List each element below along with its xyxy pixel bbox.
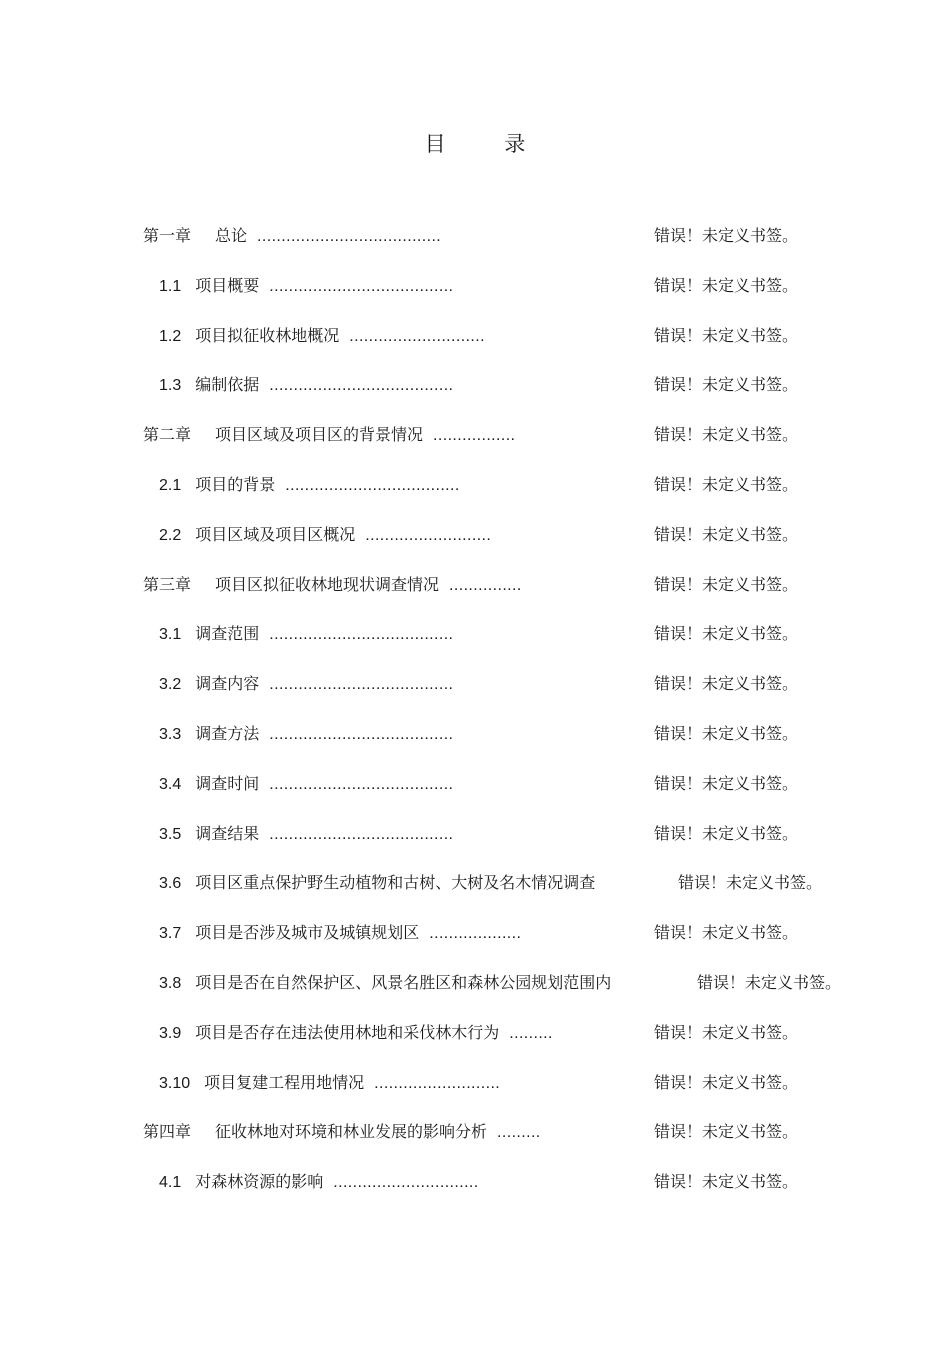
toc-entry-leader: ...................................... xyxy=(269,725,454,743)
toc-entry-heading xyxy=(159,1019,553,1048)
toc-entry-heading xyxy=(143,571,522,600)
toc-entry-section-13[interactable] xyxy=(0,820,950,870)
toc-entry-page-ref: 错误！未定义书签。 xyxy=(654,1122,799,1142)
toc-entry-number: 3.2 xyxy=(159,676,182,694)
toc-entry-chapter-5[interactable] xyxy=(0,421,950,471)
toc-entry-number: 3.6 xyxy=(159,875,182,893)
toc-entry-title: 对森林资源的影响 xyxy=(195,1172,324,1192)
toc-entry-title: 项目的背景 xyxy=(195,474,276,494)
toc-entry-title: 项目区拟征收林地现状调查情况 xyxy=(215,574,440,594)
toc-entry-leader: ......... xyxy=(509,1024,553,1042)
toc-entry-page-ref: 错误！未定义书签。 xyxy=(654,823,799,843)
toc-entry-leader: ............... xyxy=(449,576,522,594)
toc-entry-number: 3.10 xyxy=(159,1074,191,1092)
toc-entry-leader: ...................................... xyxy=(257,228,442,245)
toc-entry-heading xyxy=(159,620,453,649)
toc-entry-title: 项目概要 xyxy=(195,275,260,295)
toc-entry-section-20[interactable] xyxy=(0,1168,950,1218)
toc-entry-title: 项目复建工程用地情况 xyxy=(204,1072,365,1092)
toc-entry-leader: .............................. xyxy=(333,1174,479,1192)
page-title: 目 录 xyxy=(424,132,552,156)
toc-entry-title: 项目是否涉及城市及城镇规划区 xyxy=(195,923,420,943)
toc-entry-heading xyxy=(159,371,453,400)
toc-entry-page-ref: 错误！未定义书签。 xyxy=(654,574,799,594)
toc-entry-leader: ...................................... xyxy=(269,277,454,295)
toc-entry-title: 项目区重点保护野生动植物和古树、大树及名木情况调查 xyxy=(195,873,596,893)
toc-entry-leader: ......... xyxy=(497,1124,541,1142)
toc-entry-page-ref: 错误！未定义书签。 xyxy=(654,923,799,943)
toc-entry-section-16[interactable] xyxy=(0,969,950,1019)
toc-entry-number: 3.1 xyxy=(159,626,182,644)
toc-entry-section-12[interactable] xyxy=(0,770,950,820)
toc-entry-page-ref: 错误！未定义书签。 xyxy=(654,1022,799,1042)
toc-entry-heading xyxy=(159,969,621,998)
toc-entry-page-ref: 错误！未定义书签。 xyxy=(678,873,823,893)
toc-entry-number: 1.1 xyxy=(159,277,182,295)
toc-entry-heading xyxy=(143,1118,541,1147)
toc-entry-leader: .......................... xyxy=(365,526,492,544)
toc-entry-page-ref: 错误！未定义书签。 xyxy=(654,275,799,295)
toc-entry-number: 3.4 xyxy=(159,775,182,793)
toc-entry-title: 调查结果 xyxy=(195,823,260,843)
toc-entry-page-ref: 错误！未定义书签。 xyxy=(654,723,799,743)
toc-entry-leader: ...................................... xyxy=(269,676,454,694)
toc-entry-page-ref: 错误！未定义书签。 xyxy=(654,375,799,395)
toc-entry-section-18[interactable] xyxy=(0,1069,950,1119)
toc-entry-section-2[interactable] xyxy=(0,272,950,322)
toc-entry-leader: ................... xyxy=(429,925,522,943)
toc-entry-page-ref: 错误！未定义书签。 xyxy=(654,773,799,793)
toc-entry-page-ref: 错误！未定义书签。 xyxy=(654,1172,799,1192)
toc-entry-chapter-8[interactable] xyxy=(0,571,950,621)
toc-entry-page-ref: 错误！未定义书签。 xyxy=(654,624,799,644)
toc-entry-title: 总论 xyxy=(215,226,248,245)
toc-entry-number: 1.2 xyxy=(159,327,182,345)
toc-entry-number: 2.2 xyxy=(159,526,182,544)
toc-entry-section-4[interactable] xyxy=(0,371,950,421)
toc-entry-title: 征收林地对环境和林业发展的影响分析 xyxy=(215,1122,488,1142)
toc-entry-heading xyxy=(159,521,491,550)
toc-entry-leader: .......................... xyxy=(374,1074,501,1092)
toc-entry-page-ref: 错误！未定义书签。 xyxy=(654,325,799,345)
toc-entry-number: 3.9 xyxy=(159,1024,182,1042)
toc-entry-page-ref: 错误！未定义书签。 xyxy=(654,474,799,494)
toc-entry-leader: .................................... xyxy=(285,476,460,494)
toc-entry-heading xyxy=(159,720,453,749)
toc-entry-section-10[interactable] xyxy=(0,670,950,720)
toc-entry-number: 3.7 xyxy=(159,925,182,943)
toc-entry-number: 3.8 xyxy=(159,974,182,992)
toc-entry-heading xyxy=(159,1069,500,1098)
toc-entry-heading xyxy=(159,471,460,500)
toc-entry-leader: ............................ xyxy=(349,327,485,345)
toc-entry-heading xyxy=(143,222,441,251)
toc-entry-title: 项目是否在自然保护区、风景名胜区和森林公园规划范围内 xyxy=(195,972,612,992)
toc-entry-number: 3.5 xyxy=(159,825,182,843)
toc-entry-heading xyxy=(159,869,605,898)
toc-entry-title: 项目是否存在违法使用林地和采伐林木行为 xyxy=(195,1022,500,1042)
toc-entry-chapter-19[interactable] xyxy=(0,1118,950,1168)
toc-entry-page-ref: 错误！未定义书签。 xyxy=(654,524,799,544)
toc-entry-section-15[interactable] xyxy=(0,919,950,969)
toc-entry-title: 调查内容 xyxy=(195,674,260,694)
toc-entry-number: 2.1 xyxy=(159,476,182,494)
toc-entry-title: 项目区域及项目区概况 xyxy=(195,524,356,544)
toc-entry-leader: ................. xyxy=(433,427,516,445)
toc-entry-heading xyxy=(159,670,453,699)
toc-entry-heading xyxy=(159,1168,479,1197)
toc-entry-title: 调查时间 xyxy=(195,773,260,793)
toc-entry-title: 项目拟征收林地概况 xyxy=(195,325,340,345)
toc-entry-title: 调查范围 xyxy=(195,624,260,644)
toc-entry-number: 4.1 xyxy=(159,1174,182,1192)
toc-entry-page-ref: 错误！未定义书签。 xyxy=(654,674,799,694)
toc-entry-section-17[interactable] xyxy=(0,1019,950,1069)
toc-entry-page-ref: 错误！未定义书签。 xyxy=(654,1072,799,1092)
toc-entry-section-6[interactable] xyxy=(0,471,950,521)
toc-entry-title: 编制依据 xyxy=(195,375,260,395)
toc-entry-page-ref: 错误！未定义书签。 xyxy=(654,226,799,245)
toc-entry-section-11[interactable] xyxy=(0,720,950,770)
toc-entry-chapter-1[interactable] xyxy=(0,222,950,272)
toc-entry-number: 第二章 xyxy=(143,425,192,445)
toc-entry-title: 调查方法 xyxy=(195,723,260,743)
toc-entry-leader: ...................................... xyxy=(269,775,454,793)
toc-entry-heading xyxy=(159,272,453,301)
toc-entry-title: 项目区域及项目区的背景情况 xyxy=(215,425,424,445)
toc-entry-leader: ...................................... xyxy=(269,626,454,644)
toc-entry-page-ref: 错误！未定义书签。 xyxy=(654,425,799,445)
toc-entry-number: 1.3 xyxy=(159,377,182,395)
toc-entry-heading xyxy=(159,820,453,849)
toc-entry-number: 第一章 xyxy=(143,226,192,245)
toc-entry-page-ref: 错误！未定义书签。 xyxy=(697,972,842,992)
toc-entry-number: 3.3 xyxy=(159,725,182,743)
toc-entry-leader: ...................................... xyxy=(269,377,454,395)
toc-entry-heading xyxy=(159,322,485,351)
toc-entry-leader: ...................................... xyxy=(269,825,454,843)
toc-entry-section-9[interactable] xyxy=(0,620,950,670)
toc-entry-heading xyxy=(159,770,453,799)
toc-entry-heading xyxy=(159,919,521,948)
toc-entry-heading xyxy=(143,421,515,450)
toc-entry-section-14[interactable] xyxy=(0,869,950,919)
toc-entry-section-3[interactable] xyxy=(0,322,950,372)
table-of-contents xyxy=(0,222,950,1218)
toc-entry-section-7[interactable] xyxy=(0,521,950,571)
toc-entry-number: 第三章 xyxy=(143,574,192,594)
toc-entry-number: 第四章 xyxy=(143,1122,192,1142)
